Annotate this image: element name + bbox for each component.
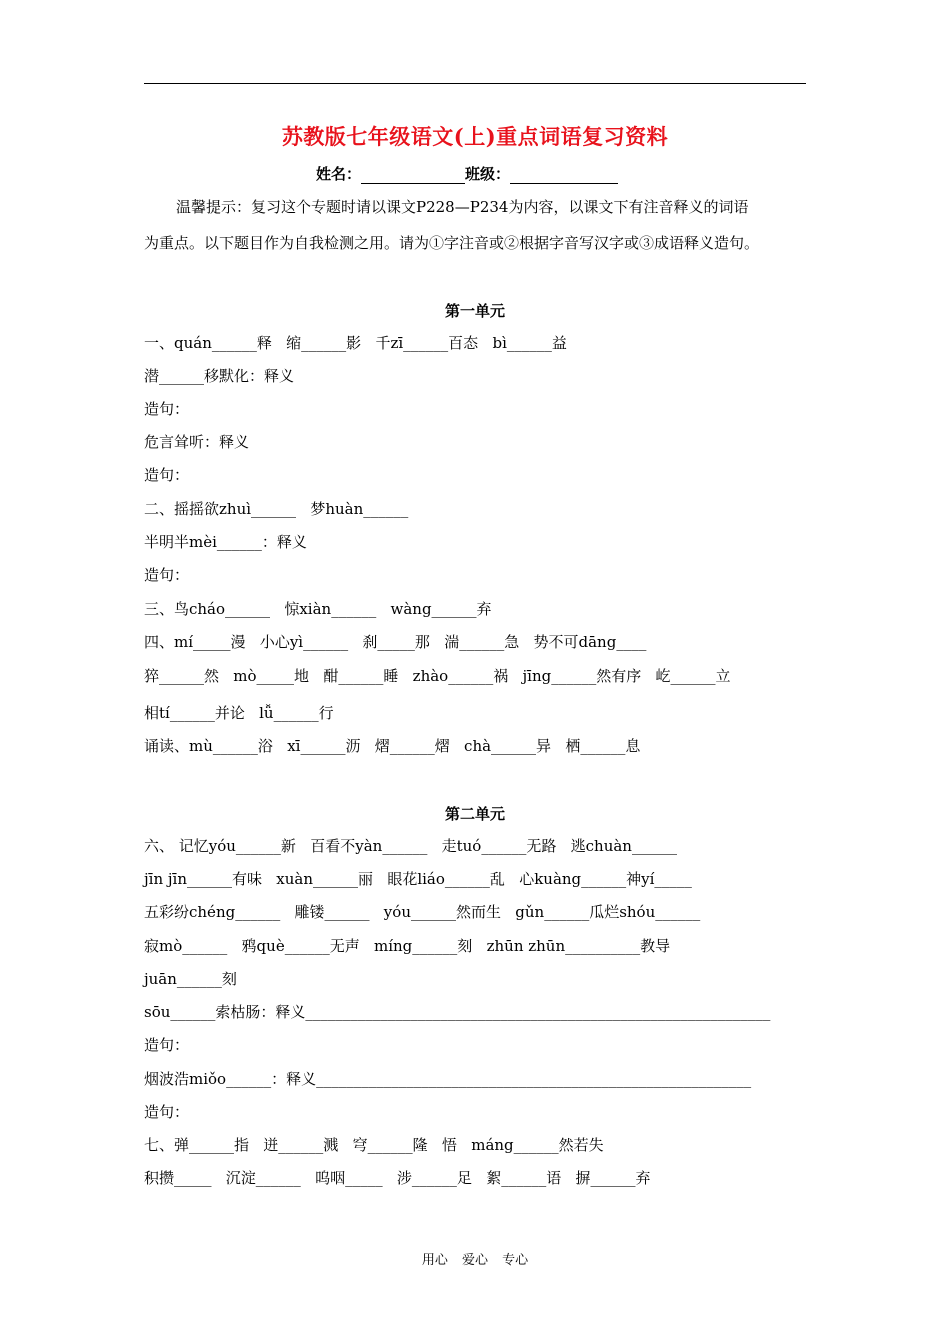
page-footer: 用心 爱心 专心 <box>421 1253 529 1268</box>
exercise-line: 猝______然 mò_____地 酣______睡 zhào______祸 jīng______然有序 屹______立 <box>144 667 731 685</box>
exercise-line: 造句： <box>144 466 190 484</box>
exercise-line: juān______刻 <box>144 970 237 988</box>
exercise-line: 潜______移默化：释义 <box>144 367 295 385</box>
exercise-line: 三、鸟cháo______ 惊xiàn______ wàng______弃 <box>144 600 492 618</box>
exercise-line: 六、 记忆yóu______新 百看不yàn______ 走tuó______无路 逃chuàn______ <box>144 837 677 855</box>
exercise-line: 烟波浩miǒo______：释义__________________________________________________________ <box>144 1070 752 1088</box>
exercise-line: 五彩纷chéng______ 雕镂______ yóu______然而生 gǔn______瓜烂shóu______ <box>144 903 701 921</box>
exercise-line: 寂mò______ 鸦què______无声 míng______刻 zhūn zhūn__________教导 <box>144 937 671 955</box>
tip-line-1: 温馨提示：复习这个专题时请以课文P228—P234为内容，以课文下有注音释义的词语 <box>176 198 749 216</box>
exercise-line: 造句： <box>144 1103 190 1121</box>
exercise-line: 危言耸听：释义 <box>144 433 250 451</box>
tip-paragraph <box>144 189 824 261</box>
class-label: 班级： <box>465 165 511 183</box>
exercise-line: 七、弹______指 迸______溅 穹______隆 悟 máng______然若失 <box>144 1136 604 1154</box>
exercise-line: 四、mí_____漫 小心yì______ 刹_____那 湍______急 势不可dāng____ <box>144 633 647 651</box>
exercise-line: 造句： <box>144 400 190 418</box>
tip-line-2: 为重点。以下题目作为自我检测之用。请为①字注音或②根据字音写汉字或③成语释义造句。 <box>144 234 760 252</box>
exercise-line: jīn jīn______有味 xuàn______丽 眼花liáo______乱 心kuàng______神yí_____ <box>144 870 692 888</box>
header-rule <box>144 83 806 84</box>
exercise-line: 造句： <box>144 566 190 584</box>
exercise-line: 造句： <box>144 1036 190 1054</box>
exercise-line: 积攒_____ 沉淀______ 呜咽_____ 涉______足 絮______语 摒______弃 <box>144 1169 651 1187</box>
name-label: 姓名： <box>316 165 362 183</box>
class-field[interactable] <box>510 167 618 184</box>
unit-2-title: 第二单元 <box>444 805 505 823</box>
exercise-line: 一、quán______释 缩______影 千zī______百态 bì______益 <box>144 334 567 352</box>
exercise-line: 相tí______并论 lǚ______行 <box>144 704 334 722</box>
exercise-line: sōu______索枯肠：释义______________________________________________________________ <box>144 1003 771 1021</box>
exercise-line: 诵读、mù______浴 xī______沥 熠______熠 chà______异 栖______息 <box>144 737 641 755</box>
name-field[interactable] <box>361 167 465 184</box>
unit-1-title: 第一单元 <box>444 302 505 320</box>
exercise-line: 二、摇摇欲zhuì______ 梦huàn______ <box>144 500 409 518</box>
exercise-line: 半明半mèi______：释义 <box>144 533 307 551</box>
name-class-line <box>316 163 618 184</box>
page-title: 苏教版七年级语文(上)重点词语复习资料 <box>281 124 669 149</box>
